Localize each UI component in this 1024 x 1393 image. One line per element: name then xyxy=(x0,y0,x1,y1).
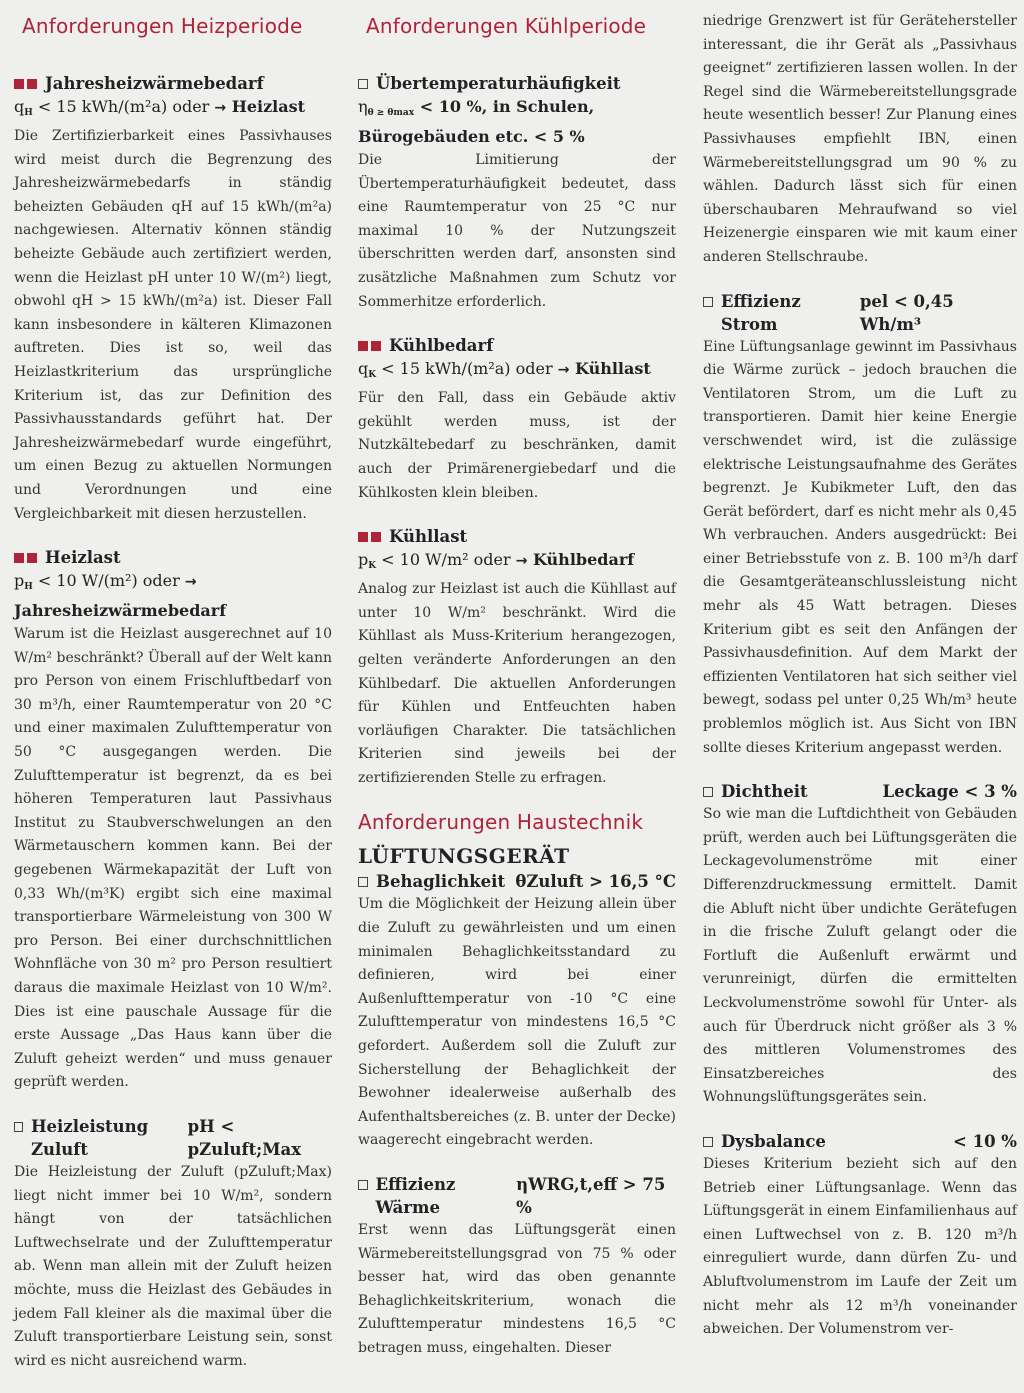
red-square-icon xyxy=(27,79,37,89)
column-heating xyxy=(14,10,332,1393)
section-imbalance xyxy=(703,1130,1017,1342)
red-square-icon xyxy=(371,341,381,351)
heading-cooling-period: Anforderungen Kühlperiode xyxy=(366,14,647,38)
section-title: Kühlbedarf xyxy=(389,336,494,356)
section-airtightness xyxy=(703,780,1017,1110)
section-title: Dichtheit xyxy=(721,782,808,802)
red-square-icon xyxy=(27,553,37,563)
checkbox-square-icon xyxy=(14,1122,23,1132)
section-heating-load xyxy=(14,546,332,1095)
section-cooling-load xyxy=(358,525,676,790)
arrow-right-icon: → xyxy=(557,362,570,379)
section-text: Eine Lüftungsanlage gewinnt im Passivhaus die Wärme zurück – jedoch brauchen die Ventilatoren Strom, um die Luft zu transportieren. Damit hier keine Energie verschwendet wird, ist die zulässige elektrische Leistungsaufnahme des Gerätes begrenzt. Je Kubikmeter Luft, den das Gerät befördert, darf es nicht mehr als 0,45 Wh verbrauchen. Anders ausgedrückt: Bei einer Betriebsstufe von z. B. 100 m³/h darf die Gesamtgeräteanschlussleistung nicht mehr als 45 Watt betragen. Dieses Kriterium gibt es seit den Anfängen der Passivhausdefinition. Auf dem Markt der effizienten Ventilatoren hat sich seither viel bewegt, sodass pel unter 0,25 Wh/m³ heute problemlos möglich ist. Aus Sicht von IBN sollte dieses Kriterium angepasst werden. xyxy=(703,338,1017,756)
red-square-icon xyxy=(14,79,24,89)
section-text: Die Zertifizierbarkeit eines Passivhauses wird meist durch die Begrenzung des Jahresheizwärmebedarfs in ständig beheizten Gebäuden qH auf 15 kWh/(m²a) nachgewiesen. Alternativ können ständig beheizte Gebäude auch zertifiziert werden, wenn die Heizlast pH unter 10 W/(m²) liegt, obwohl qH > 15 kWh/(m²a) ist. Dieser Fall kann insbesondere in kälteren Klimazonen auftreten. Dies ist so, weil das Heizlastkriterium das ursprüngliche Kriterium ist, das zur Definition des Passivhausstandards geführt hat. Der Jahresheizwärmebedarf wurde eingeführt, um einen Bezug zu aktuellen Normungen und Verordnungen und eine Vergleichbarkeit mit diesen herzustellen. xyxy=(14,128,332,522)
section-title: Kühllast xyxy=(389,527,468,547)
criterion-line: $\eta_{\theta \ge \theta max} < 10$ %, in Schulen, Bürogebäuden etc. < 5 % xyxy=(358,97,595,146)
section-title: Behaglichkeit xyxy=(376,872,506,892)
section-comfort xyxy=(358,870,676,1153)
red-square-icon xyxy=(14,553,24,563)
section-value: pH < pZuluft;Max xyxy=(187,1116,302,1159)
section-value: < 10 % xyxy=(953,1131,1017,1151)
arrow-right-icon: → xyxy=(184,574,197,591)
red-square-icon xyxy=(358,532,368,542)
heading-heating-period: Anforderungen Heizperiode xyxy=(22,14,303,38)
section-text: Die Limitierung der Übertemperaturhäufigkeit bedeutet, dass eine Raumtemperatur von 25 °C nur maximal 10 % der Nutzungszeit überschritten werden darf, ansonsten sind zusätzliche Maßnahmen zum Schutz vor Sommerhitze erforderlich. xyxy=(358,152,676,310)
section-title: Dysbalance xyxy=(721,1131,826,1151)
section-value: pel < 0,45 Wh/m³ xyxy=(859,291,954,334)
red-square-icon xyxy=(358,341,368,351)
red-square-icon xyxy=(371,532,381,542)
section-text: Für den Fall, dass ein Gebäude aktiv gekühlt werden muss, ist der Nutzkältebedarf zu beschränken, damit auch der Primärenergiebedarf und die Kühlkosten klein bleiben. xyxy=(358,390,676,501)
section-annual-heating-demand xyxy=(14,72,332,526)
section-title: Effizienz Wärme xyxy=(375,1175,456,1217)
section-title: Übertemperaturhäufigkeit xyxy=(376,74,621,93)
criterion-line: $q_H < 15$ kWh/(m²a) oder → Heizlast xyxy=(14,97,306,118)
checkbox-square-icon xyxy=(358,1180,368,1190)
arrow-right-icon: → xyxy=(214,100,227,116)
checkbox-square-icon xyxy=(703,787,713,797)
section-title: Jahresheizwärmebedarf xyxy=(45,74,264,93)
section-text: So wie man die Luftdichtheit von Gebäuden prüft, werden auch bei Lüftungsgeräten die Leckagevolumenströme mit einer Differenzdruckmessung ermittelt. Damit die Abluft nicht über undichte Gerätefugen in die frische Zuluft gelangt oder die Fortluft die Außenluft erwärmt und verunreinigt, dürfen die ermittelten Leckvolumenströme sowohl für Unter- als auch für Überdruck nicht größer als 3 % des mittleren Volumenstromes des Einsatzbereiches des Wohnungslüftungsgerätes sein. xyxy=(703,806,1017,1106)
column-building-services xyxy=(703,10,1017,1362)
column-cooling xyxy=(358,10,676,1381)
section-value: ηWRG,t,eff > 75 % xyxy=(516,1175,666,1217)
heading-ventilation-unit: LÜFTUNGSGERÄT xyxy=(358,844,570,869)
heading-building-services: Anforderungen Haustechnik xyxy=(358,810,644,835)
criterion-line: $p_K < 10$ W/m² oder → Kühlbedarf xyxy=(358,550,635,572)
section-heat-efficiency xyxy=(358,1173,676,1361)
section-title: Heizlast xyxy=(45,548,121,568)
section-value: Leckage < 3 % xyxy=(882,782,1017,802)
checkbox-square-icon xyxy=(703,297,713,307)
section-overheating-frequency xyxy=(358,72,676,314)
section-text: Um die Möglichkeit der Heizung allein über die Zuluft zu gewährleisten und um einen minimalen Behaglichkeitsstandard zu definieren, wird bei einer Außenlufttemperatur von -10 °C eine Zulufttemperatur von mindestens 16,5 °C gefordert. Außerdem soll die Zuluft zur Sicherstellung der Behaglichkeit der Bewohner idealerweise außerhalb des Aufenthaltsbereiches (z. B. unter der Decke) waagerecht eingebracht werden. xyxy=(358,896,676,1149)
section-cooling-demand xyxy=(358,334,676,505)
checkbox-square-icon xyxy=(703,1137,713,1147)
section-text: Die Heizleistung der Zuluft (pZuluft;Max) liegt nicht immer bei 10 W/m², sondern hängt von der tatsächlichen Luftwechselrate und der Zulufttemperatur ab. Wenn man allein mit der Zuluft heizen möchte, muss die Heizlast des Gebäudes in jedem Fall kleiner als die maximal über die Zuluft transportierbare Leistung sein, sonst wird es nicht ausreichend warm. xyxy=(14,1163,332,1369)
section-electricity-efficiency xyxy=(703,290,1017,761)
section-supply-air-heating-power xyxy=(14,1115,332,1373)
section-title: Heizleistung Zuluft xyxy=(30,1116,149,1159)
section-text: Erst wenn das Lüftungsgerät einen Wärmebereitstellungsgrad von 75 % oder besser hat, wird das oben genannte Behaglichkeitskriterium, wonach die Zulufttemperatur mindestens 16,5 °C betragen muss, eingehalten. Dieser xyxy=(358,1222,676,1356)
checkbox-square-icon xyxy=(358,79,368,89)
section-text: Dieses Kriterium bezieht sich auf den Betrieb einer Lüftungsanlage. Wenn das Lüftungsgerät in einem Einfamilienhaus auf einen Luftwechsel von z. B. 120 m³/h einreguliert wurde, dann dürfen Zu- und Abluftvolumenstrom im Laufe der Zeit um nicht mehr als 12 m³/h voneinander abweichen. Der Volumenstrom ver- xyxy=(703,1155,1017,1338)
checkbox-square-icon xyxy=(358,877,368,887)
criterion-line: $p_H < 10$ W/(m²) oder → Jahresheizwärmebedarf xyxy=(14,571,227,621)
section-title: Effizienz Strom xyxy=(720,291,801,334)
section-continuation xyxy=(703,10,1017,270)
section-text: Analog zur Heizlast ist auch die Kühllast auf unter 10 W/m² beschränkt. Wird die Kühllast als Muss-Kriterium herangezogen, gelten veränderte Anforderungen an den Kühlbedarf. Die aktuellen Anforderungen für Kühlen und Entfeuchten haben vorläufigen Charakter. Die tatsächlichen Kriterien sind jeweils bei der zertifizierenden Stelle zu erfragen. xyxy=(358,581,676,786)
criterion-line: $q_K < 15$ kWh/(m²a) oder → Kühllast xyxy=(358,359,651,381)
arrow-right-icon: → xyxy=(515,553,528,570)
section-text: Warum ist die Heizlast ausgerechnet auf 10 W/m² beschränkt? Überall auf der Welt kann pro Person von einem Frischluftbedarf von 30 m³/h, einer Raumtemperatur von 20 °C und einer maximalen Zulufttemperatur von 50 °C ausgegangen werden. Die Zulufttemperatur ist begrenzt, da es bei höheren Temperaturen laut Passivhaus Institut zu Staubverschwelungen an den Wärmetauschern kommen kann. Bei der gegebenen Wärmekapazität der Luft von 0,33 Wh/(m³K) ergibt sich eine maximal transportierbare Wärmeleistung von 300 W pro Person. Bei einer durchschnittlichen Wohnfläche von 30 m² pro Person resultiert daraus die maximale Heizlast von 10 W/m². Dies ist eine pauschale Aussage für die erste Aussage „Das Haus kann über die Zuluft geheizt werden“ und muss genauer geprüft werden. xyxy=(14,626,332,1091)
section-text: niedrige Grenzwert ist für Gerätehersteller interessant, die ihr Gerät als „Passivhaus geeignet“ zertifizieren lassen wollen. In der Regel sind die Wärmebereitstellungsgrade heute wesentlich besser! Zur Planung eines Passivhauses empfiehlt IBN, einen Wärmebereitstellungsgrad um 90 % zu wählen. Dadurch lässt sich für einen überschaubaren Mehraufwand so viel Heizenergie einsparen wie mit kaum einer anderen Stellschraube. xyxy=(703,13,1017,265)
section-value: θZuluft > 16,5 °C xyxy=(515,872,676,892)
